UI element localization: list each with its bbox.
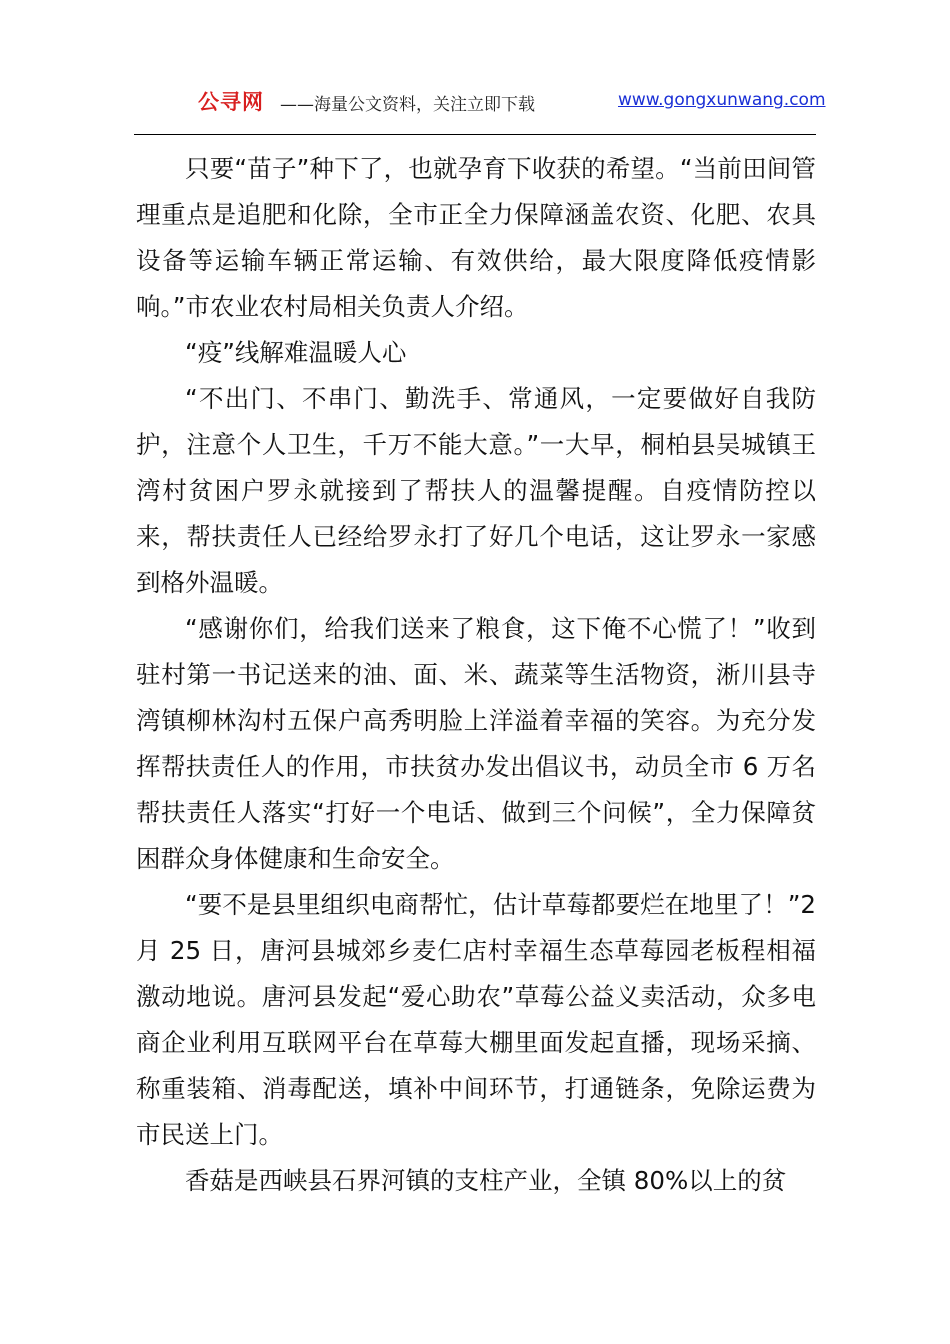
page-header	[198, 86, 848, 116]
section-heading: “疫”线解难温暖人心	[185, 338, 407, 367]
paragraph: “感谢你们，给我们送来了粮食，这下俺不心慌了！”收到驻村第一书记送来的油、面、米、蔬菜等生活物资，淅川县寺湾镇柳林沟村五保户高秀明脸上洋溢着幸福的笑容。为充分发挥帮扶责任人的作用，市扶贫办发出倡议书，动员全市 6 万名帮扶责任人落实“打好一个电话、做到三个问候”，全力保障贫困群众身体健康和生命安全。	[136, 614, 816, 873]
paragraph: “不出门、不串门、勤洗手、常通风，一定要做好自我防护，注意个人卫生，千万不能大意。”一大早，桐柏县吴城镇王湾村贫困户罗永就接到了帮扶人的温馨提醒。自疫情防控以来，帮扶责任人已经给罗永打了好几个电话，这让罗永一家感到格外温暖。	[136, 384, 816, 597]
paragraph: 只要“苗子”种下了，也就孕育下收获的希望。“当前田间管理重点是追肥和化除，全市正全力保障涵盖农资、化肥、农具设备等运输车辆正常运输、有效供给，最大限度降低疫情影响。”市农业农村局相关负责人介绍。	[136, 154, 816, 321]
header-slogan: ——海量公文资料，关注立即下载	[280, 95, 535, 115]
header-divider	[134, 134, 816, 135]
site-brand-logo: 公寻网	[198, 90, 264, 114]
paragraph: 香菇是西峡县石界河镇的支柱产业，全镇 80%以上的贫	[185, 1166, 787, 1195]
site-url-link[interactable]: www.gongxunwang.com	[618, 90, 826, 110]
paragraph: “要不是县里组织电商帮忙，估计草莓都要烂在地里了！”2 月 25 日，唐河县城郊乡麦仁店村幸福生态草莓园老板程相福激动地说。唐河县发起“爱心助农”草莓公益义卖活动，众多电商企业利用互联网平台在草莓大棚里面发起直播，现场采摘、称重装箱、消毒配送，填补中间环节，打通链条，免除运费为市民送上门。	[136, 890, 816, 1149]
document-body	[136, 146, 816, 1204]
